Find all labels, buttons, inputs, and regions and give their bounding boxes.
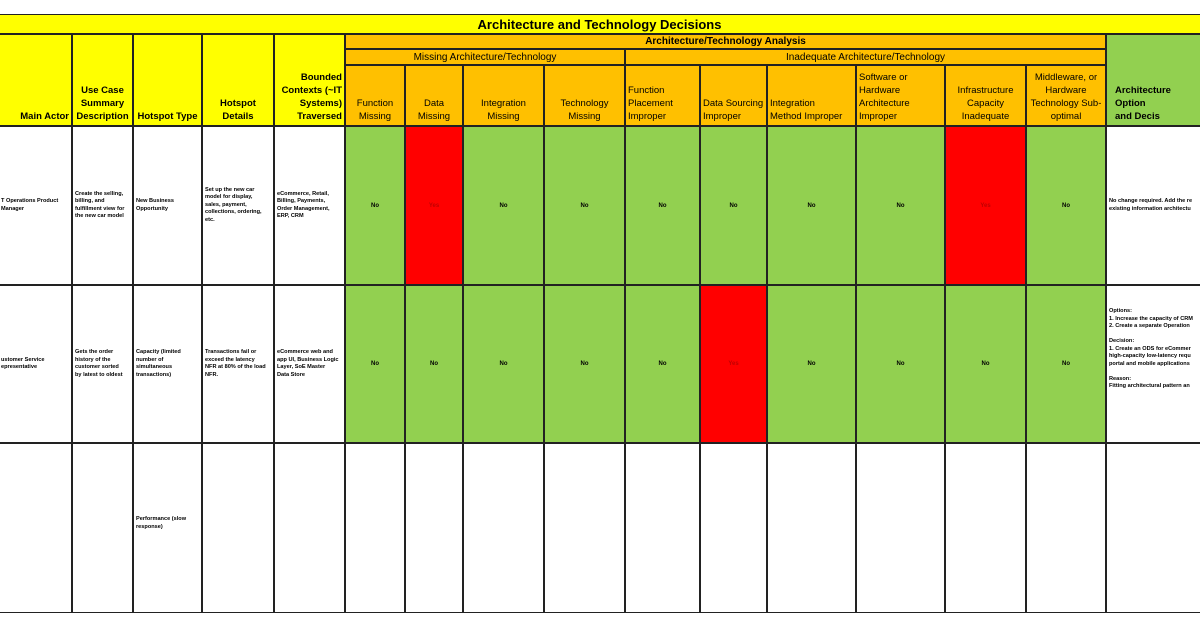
cell-main-actor: T Operations Product Manager [0, 126, 72, 285]
header-function-missing [345, 65, 405, 126]
header-hotspot-details [202, 34, 274, 126]
header-architecture-options [1106, 34, 1200, 126]
header-hotspot-type [133, 34, 202, 126]
cell-bounded-contexts: eCommerce, Retail, Billing, Payments, Order Management, ERP, CRM [274, 126, 345, 285]
analysis-value-cell: No [1026, 126, 1106, 285]
header-infrastructure-capacity [945, 65, 1026, 126]
analysis-value-cell: No [463, 126, 544, 285]
analysis-value-cell [345, 443, 405, 613]
header-middleware [1026, 65, 1106, 126]
analysis-value-cell: No [405, 285, 463, 443]
header-bounded-contexts [274, 34, 345, 126]
header-technology-missing [544, 65, 625, 126]
analysis-value-cell: No [345, 126, 405, 285]
analysis-value-cell: No [767, 285, 856, 443]
cell-hotspot-details [202, 443, 274, 613]
header-use-case [72, 34, 133, 126]
analysis-value-cell: Yes [405, 126, 463, 285]
header-main-actor-label: Main Actor [20, 111, 69, 122]
header-integration-method-label: Integration Method Improper [770, 98, 843, 122]
header-hotspot-details-label: Hotspot Details [220, 98, 256, 122]
header-infrastructure-capacity-label: Infrastructure Capacity Inadequate [957, 85, 1014, 122]
analysis-header: Architecture/Technology Analysis [345, 34, 1106, 49]
inadequate-group-header: Inadequate Architecture/Technology [625, 49, 1106, 65]
header-bounded-contexts-label: Bounded Contexts (~IT Systems) Traversed [281, 72, 342, 122]
header-software-hardware-label: Software or Hardware Architecture Improper [859, 72, 910, 122]
analysis-value-cell: Yes [700, 285, 767, 443]
header-function-missing-label: Function Missing [356, 98, 394, 122]
analysis-value-cell [463, 443, 544, 613]
analysis-value-cell [1026, 443, 1106, 613]
analysis-value-cell [625, 443, 700, 613]
cell-hotspot-type: Performance (slow response) [133, 443, 202, 613]
header-data-sourcing-label: Data Sourcing Improper [703, 98, 764, 122]
analysis-value-cell [856, 443, 945, 613]
header-function-placement-label: Function Placement Improper [628, 85, 673, 122]
analysis-value-cell [700, 443, 767, 613]
analysis-value-cell: No [700, 126, 767, 285]
analysis-value-cell: No [856, 126, 945, 285]
header-software-hardware [856, 65, 945, 126]
header-integration-method [767, 65, 856, 126]
missing-group-header: Missing Architecture/Technology [345, 49, 625, 65]
cell-hotspot-type: New Business Opportunity [133, 126, 202, 285]
analysis-value-cell [945, 443, 1026, 613]
cell-use-case: Gets the order history of the customer sorted by latest to oldest [72, 285, 133, 443]
cell-main-actor: ustomer Service epresentative [0, 285, 72, 443]
cell-bounded-contexts [274, 443, 345, 613]
analysis-value-cell: No [544, 285, 625, 443]
cell-hotspot-details: Set up the new car model for display, sales, payment, collections, ordering, etc. [202, 126, 274, 285]
header-technology-missing-label: Technology Missing [560, 98, 609, 122]
analysis-value-cell: Yes [945, 126, 1026, 285]
cell-decision: No change required. Add the re existing information architectu [1106, 126, 1200, 285]
header-integration-missing [463, 65, 544, 126]
header-middleware-label: Middleware, or Hardware Technology Sub- optimal [1030, 72, 1102, 122]
cell-hotspot-details: Transactions fail or exceed the latency NFR at 80% of the load NFR. [202, 285, 274, 443]
header-function-placement [625, 65, 700, 126]
analysis-value-cell: No [463, 285, 544, 443]
analysis-value-cell [544, 443, 625, 613]
cell-hotspot-type: Capacity (limited number of simultaneous transactions) [133, 285, 202, 443]
cell-decision: Options: 1. Increase the capacity of CRM 2. Create a separate Operation Decision: 1. Create an ODS for eCommer high-capacity low-latency requ portal and mobile applications Reason: Fitting architectural pattern an [1106, 285, 1200, 443]
cell-use-case [72, 443, 133, 613]
cell-bounded-contexts: eCommerce web and app UI, Business Logic Layer, SoE Master Data Store [274, 285, 345, 443]
analysis-value-cell [405, 443, 463, 613]
cell-use-case: Create the selling, billing, and fulfillment view for the new car model [72, 126, 133, 285]
cell-main-actor [0, 443, 72, 613]
header-data-sourcing [700, 65, 767, 126]
analysis-value-cell: No [345, 285, 405, 443]
analysis-value-cell: No [945, 285, 1026, 443]
analysis-value-cell: No [544, 126, 625, 285]
analysis-value-cell: No [767, 126, 856, 285]
header-main-actor [0, 34, 72, 126]
sheet-title: Architecture and Technology Decisions [0, 14, 1200, 34]
header-data-missing [405, 65, 463, 126]
analysis-value-cell: No [1026, 285, 1106, 443]
analysis-value-cell [767, 443, 856, 613]
header-architecture-options-label: Architecture Option and Decis [1115, 85, 1171, 122]
analysis-value-cell: No [625, 285, 700, 443]
header-data-missing-label: Data Missing [417, 98, 451, 122]
header-integration-missing-label: Integration Missing [481, 98, 526, 122]
analysis-value-cell: No [625, 126, 700, 285]
header-hotspot-type-label: Hotspot Type [137, 111, 198, 122]
header-use-case-label: Use Case Summary Description [76, 85, 129, 122]
analysis-value-cell: No [856, 285, 945, 443]
cell-decision [1106, 443, 1200, 613]
